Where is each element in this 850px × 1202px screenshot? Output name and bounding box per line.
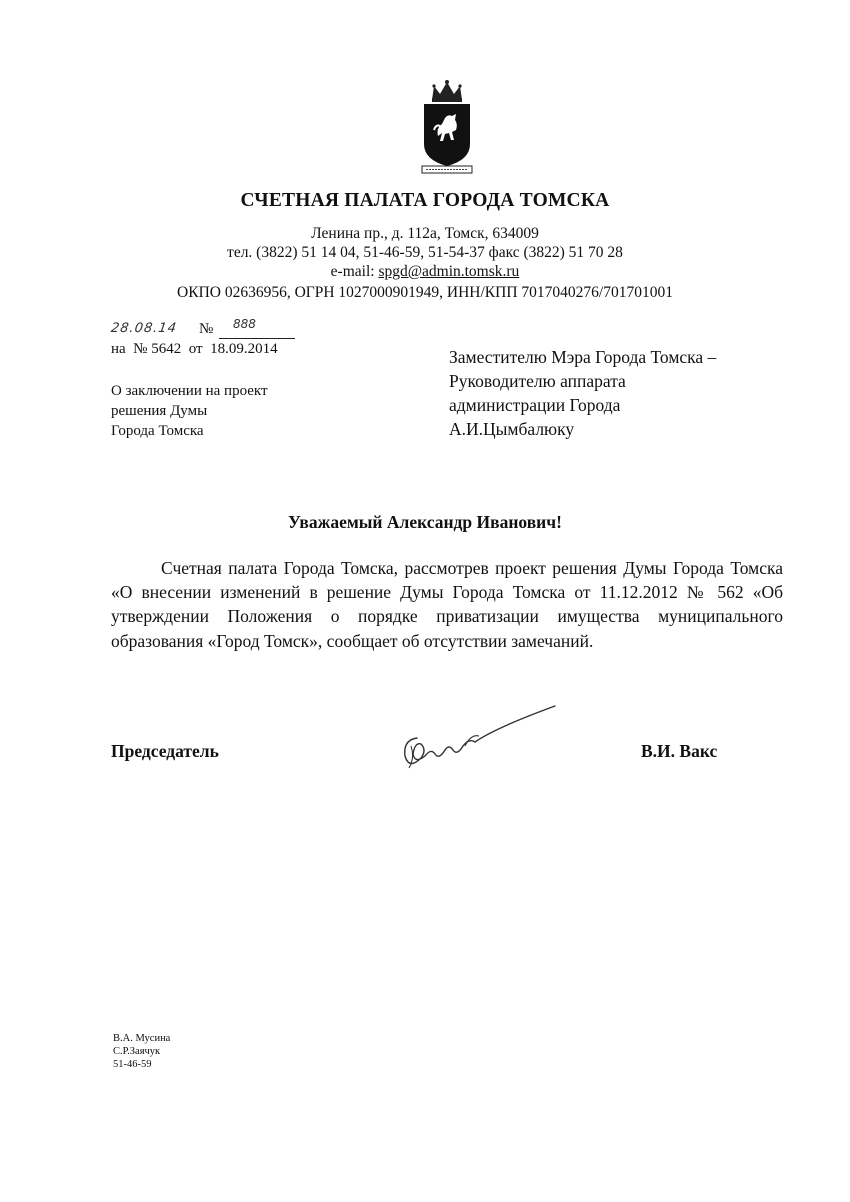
addressee-line: А.И.Цымбалюку [449, 419, 575, 439]
subject-line: решения Думы [111, 403, 208, 419]
email-link[interactable]: spgd@admin.tomsk.ru [378, 263, 520, 280]
executors-block [113, 1032, 170, 1071]
signer-position: Председатель [111, 741, 219, 761]
handwritten-signature-icon [395, 698, 560, 778]
executor-line: С.Р.Заячук [113, 1046, 161, 1057]
executor-line: 51-46-59 [113, 1059, 152, 1070]
incoming-reference: на № 5642 от 18.09.2014 [111, 341, 278, 357]
addressee-line: Руководителю аппарата [449, 371, 626, 391]
addressee-block [449, 345, 716, 441]
organization-phones: тел. (3822) 51 14 04, 51-46-59, 51-54-37 факс (3822) 51 70 28 [227, 244, 623, 261]
organization-email [0, 262, 850, 281]
outgoing-number: 888 [233, 317, 256, 331]
number-underline [219, 338, 295, 339]
organization-title: СЧЕТНАЯ ПАЛАТА ГОРОДА ТОМСКА [240, 190, 610, 211]
signer-name: В.И. Вакс [641, 741, 718, 761]
outgoing-date: 28.08.14 [109, 321, 178, 336]
letter-body: Счетная палата Города Томска, рассмотрев проект решения Думы Города Томска «О внесении изменений в решение Думы Города Томска от 11.12.2012 № 562 «Об утверждении Положения о порядке приватизации имущества муниципального образования «Город Томск», сообщает об отсутствии замечаний. [111, 558, 783, 651]
addressee-line: администрации Города [449, 395, 621, 415]
executor-line: В.А. Мусина [113, 1033, 171, 1044]
subject-line: Города Томска [111, 423, 204, 439]
organization-address: Ленина пр., д. 112а, Томск, 634009 [311, 225, 539, 242]
salutation: Уважаемый Александр Иванович! [288, 512, 562, 532]
addressee-line: Заместителю Мэра Города Томска – [449, 347, 717, 367]
city-coat-of-arms-icon [412, 78, 482, 176]
subject-line: О заключении на проект [111, 383, 268, 399]
organization-codes: ОКПО 02636956, ОГРН 1027000901949, ИНН/КПП 7017040276/701701001 [177, 284, 673, 301]
letter-subject [111, 381, 268, 441]
email-label: e-mail: [330, 263, 379, 280]
number-sign: № [199, 321, 214, 337]
outgoing-reference [109, 317, 311, 343]
